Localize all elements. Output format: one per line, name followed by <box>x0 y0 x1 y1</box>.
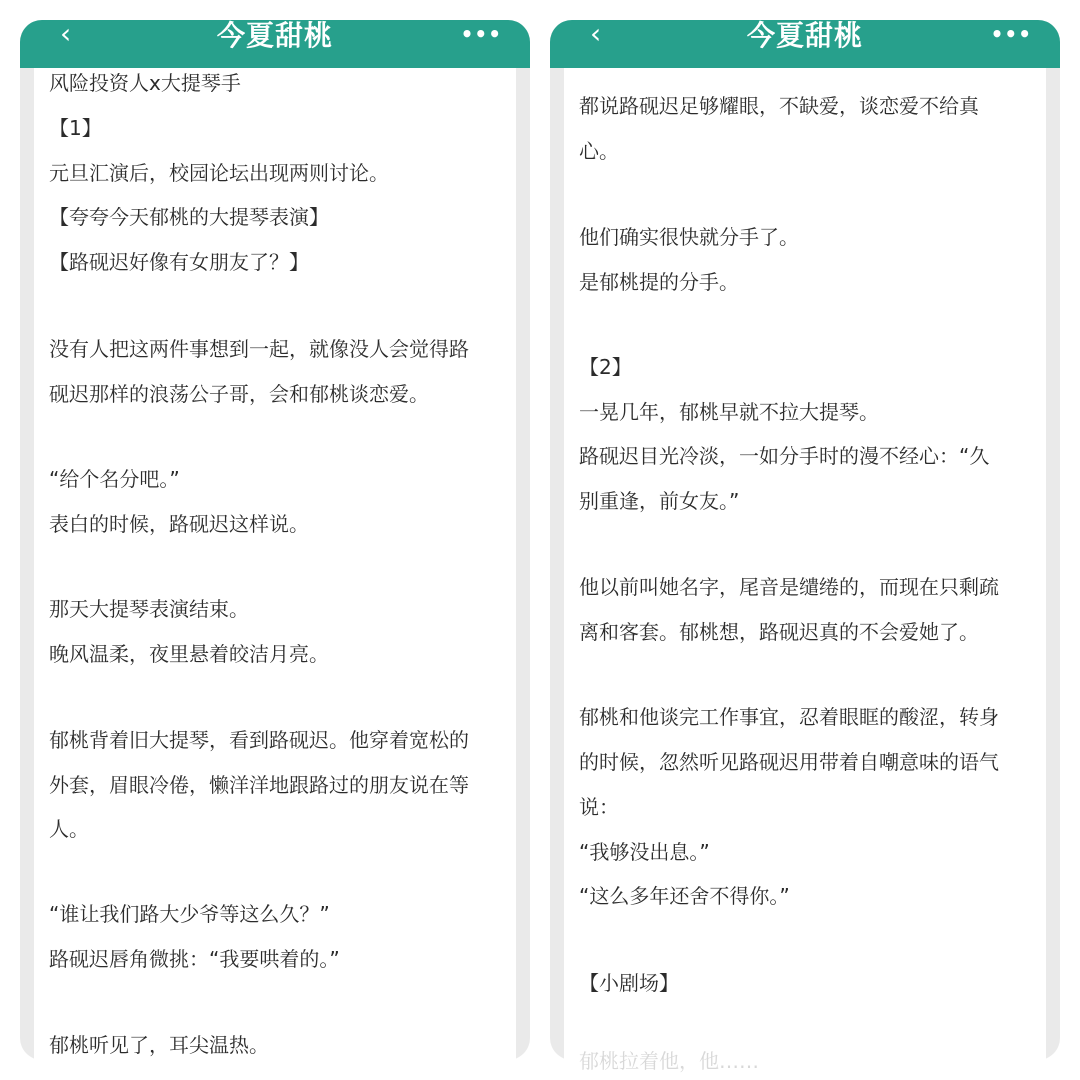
story-line: 郁桃背着旧大提琴，看到路砚迟。他穿着宽松的 <box>49 728 469 752</box>
story-line: 表白的时候，路砚迟这样说。 <box>49 512 309 536</box>
story-line: 路砚迟唇角微挑：“我要哄着的。” <box>49 947 340 971</box>
story-line: 【夸夸今天郁桃的大提琴表演】 <box>49 205 329 229</box>
story-line: 外套，眉眼冷倦，懒洋洋地跟路过的朋友说在等 <box>49 773 469 797</box>
story-line: 心。 <box>579 139 619 163</box>
back-chevron-icon[interactable]: ‹ <box>60 17 72 50</box>
story-line: 离和客套。郁桃想，路砚迟真的不会爱她了。 <box>579 620 979 644</box>
story-line: 【路砚迟好像有女朋友了？】 <box>49 250 309 274</box>
app-title: 今夏甜桃 <box>746 19 863 52</box>
story-line: 那天大提琴表演结束。 <box>49 597 249 621</box>
story-line: 郁桃和他谈完工作事宜，忍着眼眶的酸涩，转身 <box>579 705 999 729</box>
story-line: 【小剧场】 <box>579 971 679 995</box>
story-line: 一晃几年，郁桃早就不拉大提琴。 <box>579 400 879 424</box>
story-line: 他们确实很快就分手了。 <box>579 225 799 249</box>
story-line: “给个名分吧。” <box>49 467 180 491</box>
top-app-bar <box>20 17 530 68</box>
story-line: “谁让我们路大少爷等这么久？” <box>49 902 330 926</box>
story-line-cutoff: 郁桃拉着他，他…… <box>579 1049 759 1073</box>
story-line: “这么多年还舍不得你。” <box>579 884 790 908</box>
reading-page <box>564 68 1046 1073</box>
story-line: 人。 <box>49 817 89 841</box>
story-line: 都说路砚迟足够耀眼，不缺爱，谈恋爱不给真 <box>579 94 979 118</box>
reading-page <box>34 68 516 1060</box>
more-options-icon[interactable]: ••• <box>460 22 502 46</box>
story-line: “我够没出息。” <box>579 840 710 864</box>
app-title: 今夏甜桃 <box>216 19 333 52</box>
story-line: 元旦汇演后，校园论坛出现两则讨论。 <box>49 161 389 185</box>
story-line: 晚风温柔，夜里悬着皎洁月亮。 <box>49 642 329 666</box>
left-phone-screen <box>20 17 530 1060</box>
story-line: 风险投资人x大提琴手 <box>49 71 241 95</box>
story-line: 的时候，忽然听见路砚迟用带着自嘲意味的语气 <box>579 750 999 774</box>
story-line: 【2】 <box>579 355 632 379</box>
story-line: 别重逢，前女友。” <box>579 489 740 513</box>
story-line: 郁桃听见了，耳尖温热。 <box>49 1033 269 1057</box>
story-line: 【1】 <box>49 116 102 140</box>
story-line: 砚迟那样的浪荡公子哥，会和郁桃谈恋爱。 <box>49 382 429 406</box>
more-options-icon[interactable]: ••• <box>990 22 1032 46</box>
story-line: 是郁桃提的分手。 <box>579 270 739 294</box>
right-phone-screen <box>550 17 1060 1073</box>
back-chevron-icon[interactable]: ‹ <box>590 17 602 50</box>
top-app-bar <box>550 17 1060 68</box>
story-line: 说： <box>579 795 619 819</box>
story-line: 路砚迟目光冷淡，一如分手时的漫不经心：“久 <box>579 444 990 468</box>
story-line: 没有人把这两件事想到一起，就像没人会觉得路 <box>49 337 469 361</box>
story-line: 他以前叫她名字，尾音是缱绻的，而现在只剩疏 <box>579 575 999 599</box>
